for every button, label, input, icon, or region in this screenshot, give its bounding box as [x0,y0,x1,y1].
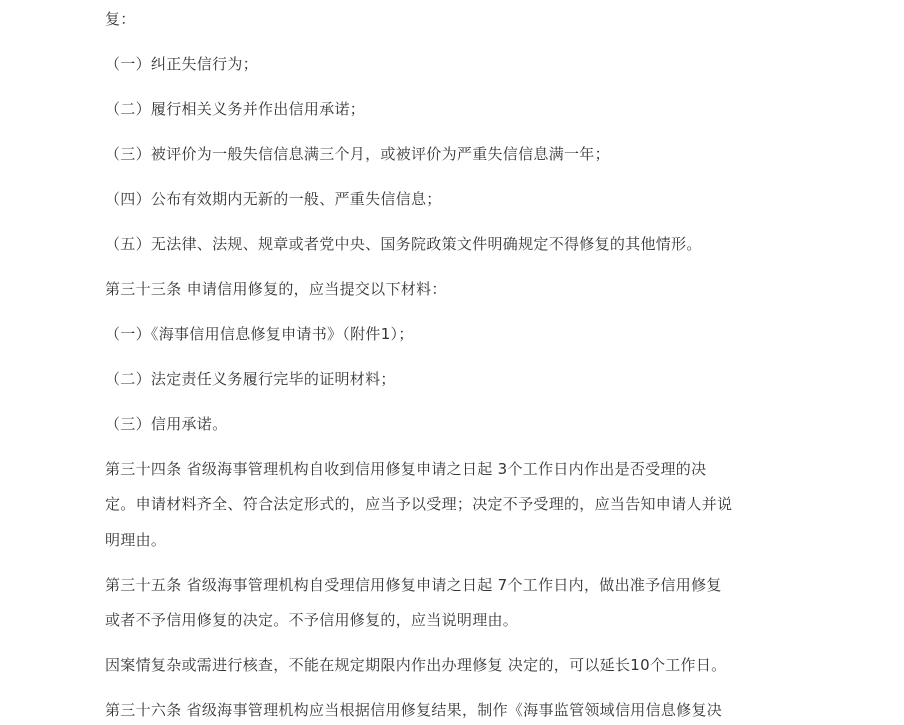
text-line: 或者不予信用修复的决定。不予信用修复的，应当说明理由。 [105,611,519,629]
text-line: 因案情复杂或需进行核查，不能在规定期限内作出办理修复 决定的，可以延长10个工作日。 [105,656,727,674]
text-line: （一）纠正失信行为； [105,55,259,73]
text-line: （三）被评价为一般失信信息满三个月，或被评价为严重失信信息满一年； [105,145,610,163]
text-line: 第三十五条 省级海事管理机构自受理信用修复申请之日起 7个工作日内，做出准予信用修复 [105,576,722,594]
text-line: （二）法定责任义务履行完毕的证明材料； [105,370,396,388]
text-line: （一）《海事信用信息修复申请书》（附件1）； [105,325,414,343]
text-line: 复： [105,10,136,28]
text-line: （二）履行相关义务并作出信用承诺； [105,100,366,118]
text-line: 定。申请材料齐全、符合法定形式的，应当予以受理；决定不予受理的，应当告知申请人并说 [105,495,733,513]
text-line: 第三十三条 申请信用修复的，应当提交以下材料： [105,280,447,298]
text-line: 第三十六条 省级海事管理机构应当根据信用修复结果，制作《海事监管领域信用信息修复决 [105,701,723,719]
text-line: （三）信用承诺。 [105,415,228,433]
text-line: 第三十四条 省级海事管理机构自收到信用修复申请之日起 3个工作日内作出是否受理的决 [105,460,707,478]
text-line: （四）公布有效期内无新的一般、严重失信信息； [105,190,442,208]
text-line: 明理由。 [105,531,167,549]
text-line: （五）无法律、法规、规章或者党中央、国务院政策文件明确规定不得修复的其他情形。 [105,235,702,253]
